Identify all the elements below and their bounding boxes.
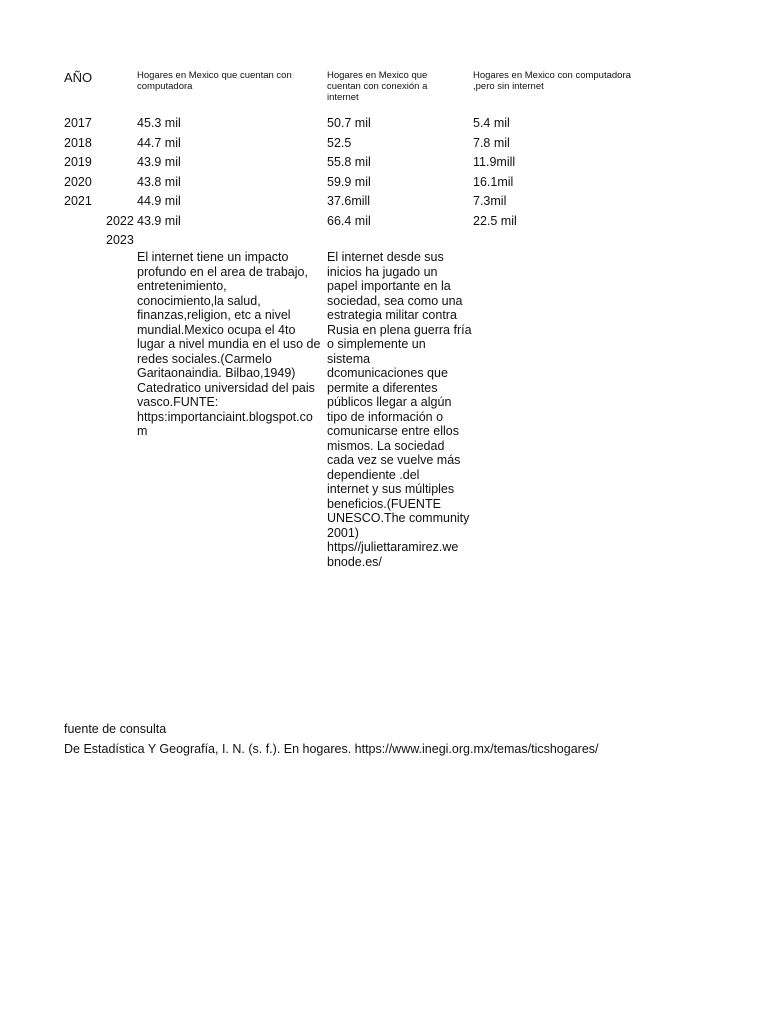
internet-impact-note: El internet tiene un impacto profundo en el area de trabajo, entretenimiento, conocimiento,la salud, finanzas,religion, etc a nivel mundial.Mexico ocupa el 4to lugar a nivel mundia en el uso de redes sociales.(Carmelo Garitaonaindia. Bilbao,1949) Catedratico universidad del pais vasco.FUNTE: https:importanciaint.blogspot.co m bbox=[137, 250, 321, 438]
table-row-year: 2021 bbox=[64, 194, 92, 208]
table-cell: 43.9 mil bbox=[137, 213, 181, 228]
table-cell: 16.1mil bbox=[473, 174, 514, 189]
table-cell: 43.8 mil bbox=[137, 174, 181, 189]
internet-history-note: El internet desde sus inicios ha jugado un papel importante en la sociedad, sea como una estrategia militar contra Rusia en plena guerra fría o simplemente un sistema dcomunicaciones que permite a diferentes públicos llegar a algún tipo de información o comunicarse entre ellos mismos. La sociedad cada vez se vuelve más dependiente .del internet y sus múltiples beneficios.(FUENTE UNESCO.The community 2001) https//juliettaramirez.we bnode.es/ bbox=[327, 250, 472, 569]
table-cell: 22.5 mil bbox=[473, 213, 517, 228]
year-column-header: AÑO bbox=[64, 70, 93, 85]
table-row-year: 2017 bbox=[64, 116, 92, 130]
table-cell: 37.6mill bbox=[327, 194, 371, 208]
table-row-year: 2022 bbox=[106, 213, 134, 228]
table-cell: 43.9 mil bbox=[137, 155, 181, 169]
table-cell: 52.5 bbox=[327, 135, 352, 150]
internet-households-header: Hogares en Mexico que cuentan con conexión a internet bbox=[327, 70, 428, 103]
table-cell: 50.7 mil bbox=[327, 116, 371, 130]
source-label: fuente de consulta bbox=[64, 722, 167, 736]
computer-households-header: Hogares en Mexico que cuentan con computadora bbox=[137, 70, 292, 92]
table-cell: 7.8 mil bbox=[473, 135, 510, 150]
table-cell: 44.7 mil bbox=[137, 135, 181, 150]
table-row-year: 2020 bbox=[64, 174, 92, 189]
table-cell: 45.3 mil bbox=[137, 116, 181, 130]
computer-no-internet-header: Hogares en Mexico con computadora ,pero sin internet bbox=[473, 70, 631, 92]
table-row-year: 2023 bbox=[106, 233, 134, 247]
table-cell: 7.3mil bbox=[473, 194, 507, 208]
table-cell: 66.4 mil bbox=[327, 213, 371, 228]
table-cell: 5.4 mil bbox=[473, 116, 510, 130]
table-row-year: 2018 bbox=[64, 135, 92, 150]
table-cell: 55.8 mil bbox=[327, 155, 371, 169]
source-citation: De Estadística Y Geografía, I. N. (s. f.). En hogares. https://www.inegi.org.mx/temas/ticshogares/ bbox=[64, 742, 599, 756]
table-cell: 59.9 mil bbox=[327, 174, 371, 189]
table-cell: 44.9 mil bbox=[137, 194, 181, 208]
table-cell: 11.9mill bbox=[473, 155, 516, 169]
table-row-year: 2019 bbox=[64, 155, 92, 169]
